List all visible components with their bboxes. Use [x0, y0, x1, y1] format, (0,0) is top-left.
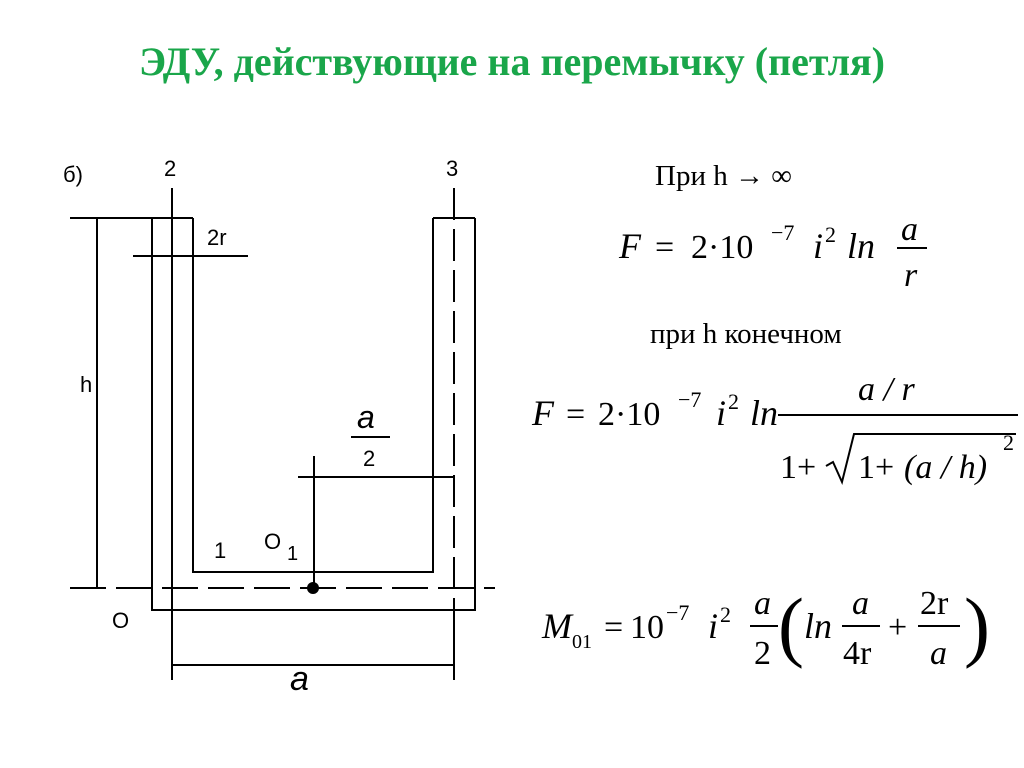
half-a-denominator: 2	[363, 446, 376, 471]
m01-lhs: M	[542, 606, 572, 646]
f-inf-coef: 2·10	[691, 229, 754, 266]
panel-label: б)	[63, 162, 83, 187]
f-inf-den: r	[904, 257, 918, 294]
m01-frac2-den: 4r	[843, 635, 872, 672]
point-o1-dot	[307, 582, 319, 594]
f-inf-ln: ln	[847, 226, 876, 266]
f-inf-exp: −7	[771, 220, 795, 245]
f-fin-lhs: F	[532, 393, 554, 433]
f-inf-num: a	[901, 211, 918, 248]
f-fin-den-root: 1+	[858, 449, 895, 486]
m01-frac1-num: a	[754, 585, 771, 622]
f-fin-i: i	[716, 393, 727, 433]
f-inf-i: i	[813, 226, 824, 266]
f-fin-num: a / r	[858, 371, 915, 408]
m01-ln: ln	[804, 606, 833, 646]
f-fin-i-exp: 2	[728, 389, 739, 414]
m01-frac1-den: 2	[754, 635, 771, 672]
m01-frac3-num: 2r	[920, 585, 949, 622]
m01-eq: =	[604, 609, 624, 646]
f-fin-coef: 2·10	[598, 396, 661, 433]
case-infinite-label: При h → ∞	[655, 160, 792, 192]
formula-m01	[540, 578, 990, 678]
f-inf-eq: =	[655, 229, 675, 266]
conductor-3-label: 3	[446, 156, 459, 181]
f-fin-den-paren: (a / h)	[904, 449, 988, 486]
f-fin-eq: =	[566, 396, 586, 433]
point-o1-label: O	[264, 529, 282, 554]
slide-title: ЭДУ, действующие на перемычку (петля)	[139, 39, 885, 84]
formula-f-finite	[528, 370, 1022, 490]
conductor-2-label: 2	[164, 156, 177, 181]
half-a-numerator: a	[357, 399, 375, 435]
m01-exp: −7	[666, 600, 690, 625]
m01-paren-left: (	[778, 582, 804, 669]
m01-i-exp: 2	[720, 602, 731, 627]
point-1-label: 1	[214, 538, 227, 563]
f-fin-den-left: 1+	[780, 449, 817, 486]
f-fin-ln: ln	[750, 393, 779, 433]
point-o-label: O	[112, 608, 130, 633]
point-o1-subscript: 1	[287, 543, 299, 565]
formula-f-infinite	[615, 210, 945, 300]
f-fin-exp: −7	[678, 387, 702, 412]
f-fin-den-exp: 2	[1003, 430, 1014, 455]
m01-lhs-sub: 01	[572, 631, 592, 653]
case-finite-label: при h конечном	[650, 318, 842, 350]
m01-frac2-num: a	[852, 585, 869, 622]
f-inf-lhs: F	[619, 226, 641, 266]
m01-coef: 10	[630, 609, 664, 646]
width-label: a	[290, 660, 309, 698]
height-label: h	[80, 372, 93, 397]
m01-frac3-den: a	[930, 635, 947, 672]
m01-plus: +	[888, 609, 908, 646]
m01-paren-right: )	[964, 582, 990, 669]
radius-label: 2r	[207, 225, 227, 250]
f-inf-i-exp: 2	[825, 222, 836, 247]
m01-i: i	[708, 606, 719, 646]
